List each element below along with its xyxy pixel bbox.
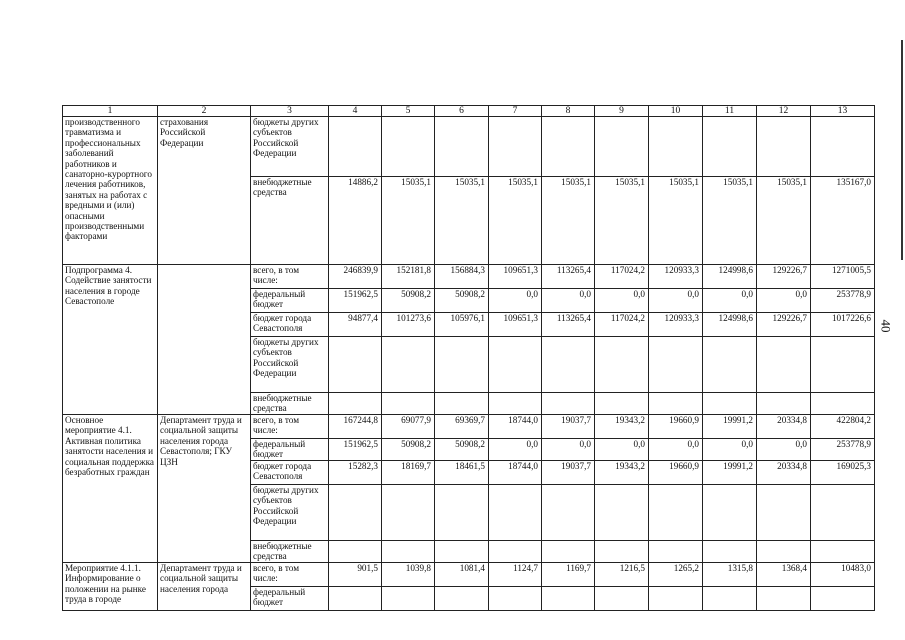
table-row <box>63 415 875 439</box>
amount-cell <box>703 587 757 611</box>
amount-cell <box>703 117 757 177</box>
amount-cell: 50908,2 <box>435 289 489 313</box>
amount-cell: 0,0 <box>489 289 542 313</box>
amount-cell: 15035,1 <box>489 177 542 265</box>
amount-cell <box>435 393 489 415</box>
amount-cell: 0,0 <box>757 439 811 461</box>
amount-cell: 50908,2 <box>382 439 435 461</box>
amount-cell: 1039,8 <box>382 563 435 587</box>
program-name-cell: Подпрограмма 4. Содействие занятости населения в городе Севастополе <box>63 265 158 415</box>
amount-cell <box>757 117 811 177</box>
amount-cell: 167244,8 <box>329 415 382 439</box>
amount-cell: 10483,0 <box>811 563 875 587</box>
amount-cell <box>435 337 489 393</box>
funding-source-cell: всего, в том числе: <box>251 265 329 289</box>
amount-cell <box>757 393 811 415</box>
amount-cell: 19660,9 <box>649 415 703 439</box>
amount-cell: 19991,2 <box>703 415 757 439</box>
amount-cell <box>811 485 875 541</box>
amount-cell <box>329 541 382 563</box>
column-number-6: 6 <box>435 106 489 117</box>
amount-cell <box>595 587 649 611</box>
amount-cell: 0,0 <box>757 289 811 313</box>
amount-cell: 117024,2 <box>595 265 649 289</box>
column-number-4: 4 <box>329 106 382 117</box>
program-name-cell: Мероприятие 4.1.1. Информирование о положении на рынке труда в городе <box>63 563 158 611</box>
amount-cell <box>649 587 703 611</box>
amount-cell <box>329 485 382 541</box>
amount-cell <box>811 587 875 611</box>
amount-cell: 0,0 <box>489 439 542 461</box>
funding-source-cell: бюджеты других субъектов Российской Федерации <box>251 117 329 177</box>
column-number-5: 5 <box>382 106 435 117</box>
amount-cell: 15035,1 <box>703 177 757 265</box>
amount-cell: 1124,7 <box>489 563 542 587</box>
amount-cell: 19660,9 <box>649 461 703 485</box>
table-row <box>63 265 875 289</box>
funding-source-cell: федеральный бюджет <box>251 587 329 611</box>
amount-cell: 69369,7 <box>435 415 489 439</box>
amount-cell: 124998,6 <box>703 265 757 289</box>
amount-cell <box>382 485 435 541</box>
amount-cell: 15035,1 <box>595 177 649 265</box>
amount-cell: 129226,7 <box>757 265 811 289</box>
amount-cell <box>435 587 489 611</box>
amount-cell: 15035,1 <box>757 177 811 265</box>
amount-cell: 1081,4 <box>435 563 489 587</box>
amount-cell: 422804,2 <box>811 415 875 439</box>
amount-cell <box>649 337 703 393</box>
amount-cell: 156884,3 <box>435 265 489 289</box>
amount-cell <box>649 485 703 541</box>
amount-cell: 113265,4 <box>542 313 595 337</box>
amount-cell: 109651,3 <box>489 313 542 337</box>
amount-cell: 18744,0 <box>489 415 542 439</box>
amount-cell <box>489 337 542 393</box>
amount-cell: 20334,8 <box>757 461 811 485</box>
column-number-7: 7 <box>489 106 542 117</box>
amount-cell <box>811 337 875 393</box>
amount-cell: 120933,3 <box>649 313 703 337</box>
amount-cell <box>382 541 435 563</box>
amount-cell: 124998,6 <box>703 313 757 337</box>
funding-source-cell: всего, в том числе: <box>251 563 329 587</box>
amount-cell <box>595 485 649 541</box>
funding-source-cell: внебюджетные средства <box>251 177 329 265</box>
amount-cell: 152181,8 <box>382 265 435 289</box>
amount-cell <box>329 117 382 177</box>
amount-cell <box>329 393 382 415</box>
amount-cell <box>329 337 382 393</box>
column-number-8: 8 <box>542 106 595 117</box>
amount-cell: 253778,9 <box>811 289 875 313</box>
amount-cell: 69077,9 <box>382 415 435 439</box>
page-number: 40 <box>878 319 894 333</box>
amount-cell: 19343,2 <box>595 461 649 485</box>
amount-cell <box>382 587 435 611</box>
amount-cell <box>595 117 649 177</box>
amount-cell <box>542 541 595 563</box>
amount-cell <box>703 337 757 393</box>
amount-cell <box>435 485 489 541</box>
amount-cell: 20334,8 <box>757 415 811 439</box>
amount-cell: 246839,9 <box>329 265 382 289</box>
amount-cell: 105976,1 <box>435 313 489 337</box>
program-name-cell: производственного травматизма и профессиональных заболеваний работников и санаторно-курортного лечения работников, занятых на работах с вредными и (или) опасными производственными факторами <box>63 117 158 265</box>
amount-cell: 19343,2 <box>595 415 649 439</box>
amount-cell: 101273,6 <box>382 313 435 337</box>
funding-source-cell: федеральный бюджет <box>251 289 329 313</box>
column-number-12: 12 <box>757 106 811 117</box>
program-name-cell: Основное мероприятие 4.1. Активная политика занятости населения и социальная поддержка безработных граждан <box>63 415 158 563</box>
amount-cell <box>489 393 542 415</box>
amount-cell: 129226,7 <box>757 313 811 337</box>
amount-cell <box>703 393 757 415</box>
amount-cell: 50908,2 <box>382 289 435 313</box>
amount-cell <box>542 117 595 177</box>
amount-cell <box>757 541 811 563</box>
amount-cell: 1169,7 <box>542 563 595 587</box>
amount-cell <box>649 117 703 177</box>
amount-cell <box>542 485 595 541</box>
scan-edge-mark <box>901 40 903 260</box>
amount-cell <box>649 541 703 563</box>
amount-cell <box>595 541 649 563</box>
amount-cell: 18461,5 <box>435 461 489 485</box>
amount-cell: 151962,5 <box>329 289 382 313</box>
amount-cell <box>435 117 489 177</box>
amount-cell: 0,0 <box>703 439 757 461</box>
amount-cell: 253778,9 <box>811 439 875 461</box>
funding-source-cell: внебюджетные средства <box>251 541 329 563</box>
amount-cell <box>329 587 382 611</box>
amount-cell: 1017226,6 <box>811 313 875 337</box>
amount-cell: 1265,2 <box>649 563 703 587</box>
column-number-2: 2 <box>158 106 251 117</box>
amount-cell <box>382 393 435 415</box>
amount-cell: 94877,4 <box>329 313 382 337</box>
amount-cell: 151962,5 <box>329 439 382 461</box>
amount-cell: 15035,1 <box>435 177 489 265</box>
amount-cell: 0,0 <box>595 439 649 461</box>
amount-cell: 18744,0 <box>489 461 542 485</box>
amount-cell <box>703 541 757 563</box>
amount-cell <box>435 541 489 563</box>
executor-cell: страхования Российской Федерации <box>158 117 251 265</box>
amount-cell: 1315,8 <box>703 563 757 587</box>
column-number-10: 10 <box>649 106 703 117</box>
funding-source-cell: бюджет города Севастополя <box>251 461 329 485</box>
amount-cell: 0,0 <box>542 439 595 461</box>
amount-cell: 120933,3 <box>649 265 703 289</box>
amount-cell <box>489 541 542 563</box>
amount-cell: 117024,2 <box>595 313 649 337</box>
amount-cell: 0,0 <box>649 289 703 313</box>
budget-table-sheet <box>62 105 874 611</box>
amount-cell <box>382 337 435 393</box>
amount-cell: 15035,1 <box>649 177 703 265</box>
executor-cell: Департамент труда и социальной защиты населения города <box>158 563 251 611</box>
funding-source-cell: бюджеты других субъектов Российской Федерации <box>251 337 329 393</box>
funding-source-cell: федеральный бюджет <box>251 439 329 461</box>
amount-cell <box>811 393 875 415</box>
amount-cell: 50908,2 <box>435 439 489 461</box>
amount-cell <box>595 337 649 393</box>
funding-source-cell: бюджеты других субъектов Российской Федерации <box>251 485 329 541</box>
amount-cell <box>595 393 649 415</box>
amount-cell <box>542 587 595 611</box>
amount-cell: 19991,2 <box>703 461 757 485</box>
budget-table <box>62 105 875 611</box>
amount-cell: 135167,0 <box>811 177 875 265</box>
amount-cell: 0,0 <box>703 289 757 313</box>
column-number-11: 11 <box>703 106 757 117</box>
amount-cell <box>757 587 811 611</box>
column-number-row <box>63 106 875 117</box>
amount-cell: 0,0 <box>649 439 703 461</box>
amount-cell: 19037,7 <box>542 461 595 485</box>
amount-cell: 1271005,5 <box>811 265 875 289</box>
amount-cell: 15035,1 <box>542 177 595 265</box>
amount-cell <box>811 541 875 563</box>
amount-cell: 113265,4 <box>542 265 595 289</box>
amount-cell <box>649 393 703 415</box>
amount-cell <box>542 337 595 393</box>
amount-cell: 1368,4 <box>757 563 811 587</box>
table-row <box>63 117 875 177</box>
column-number-1: 1 <box>63 106 158 117</box>
amount-cell: 0,0 <box>595 289 649 313</box>
amount-cell <box>489 485 542 541</box>
amount-cell: 169025,3 <box>811 461 875 485</box>
amount-cell: 1216,5 <box>595 563 649 587</box>
table-body <box>63 106 875 611</box>
amount-cell: 901,5 <box>329 563 382 587</box>
amount-cell <box>382 117 435 177</box>
executor-cell: Департамент труда и социальной защиты населения города Севастополя; ГКУ ЦЗН <box>158 415 251 563</box>
amount-cell: 14886,2 <box>329 177 382 265</box>
column-number-3: 3 <box>251 106 329 117</box>
amount-cell <box>489 117 542 177</box>
amount-cell <box>542 393 595 415</box>
column-number-9: 9 <box>595 106 649 117</box>
funding-source-cell: всего, в том числе: <box>251 415 329 439</box>
amount-cell <box>757 485 811 541</box>
funding-source-cell: бюджет города Севастополя <box>251 313 329 337</box>
amount-cell <box>703 485 757 541</box>
amount-cell: 18169,7 <box>382 461 435 485</box>
amount-cell: 15282,3 <box>329 461 382 485</box>
table-row <box>63 563 875 587</box>
amount-cell: 19037,7 <box>542 415 595 439</box>
amount-cell: 15035,1 <box>382 177 435 265</box>
amount-cell <box>757 337 811 393</box>
amount-cell: 109651,3 <box>489 265 542 289</box>
amount-cell: 0,0 <box>542 289 595 313</box>
amount-cell <box>489 587 542 611</box>
funding-source-cell: внебюджетные средства <box>251 393 329 415</box>
column-number-13: 13 <box>811 106 875 117</box>
executor-cell <box>158 265 251 415</box>
amount-cell <box>811 117 875 177</box>
